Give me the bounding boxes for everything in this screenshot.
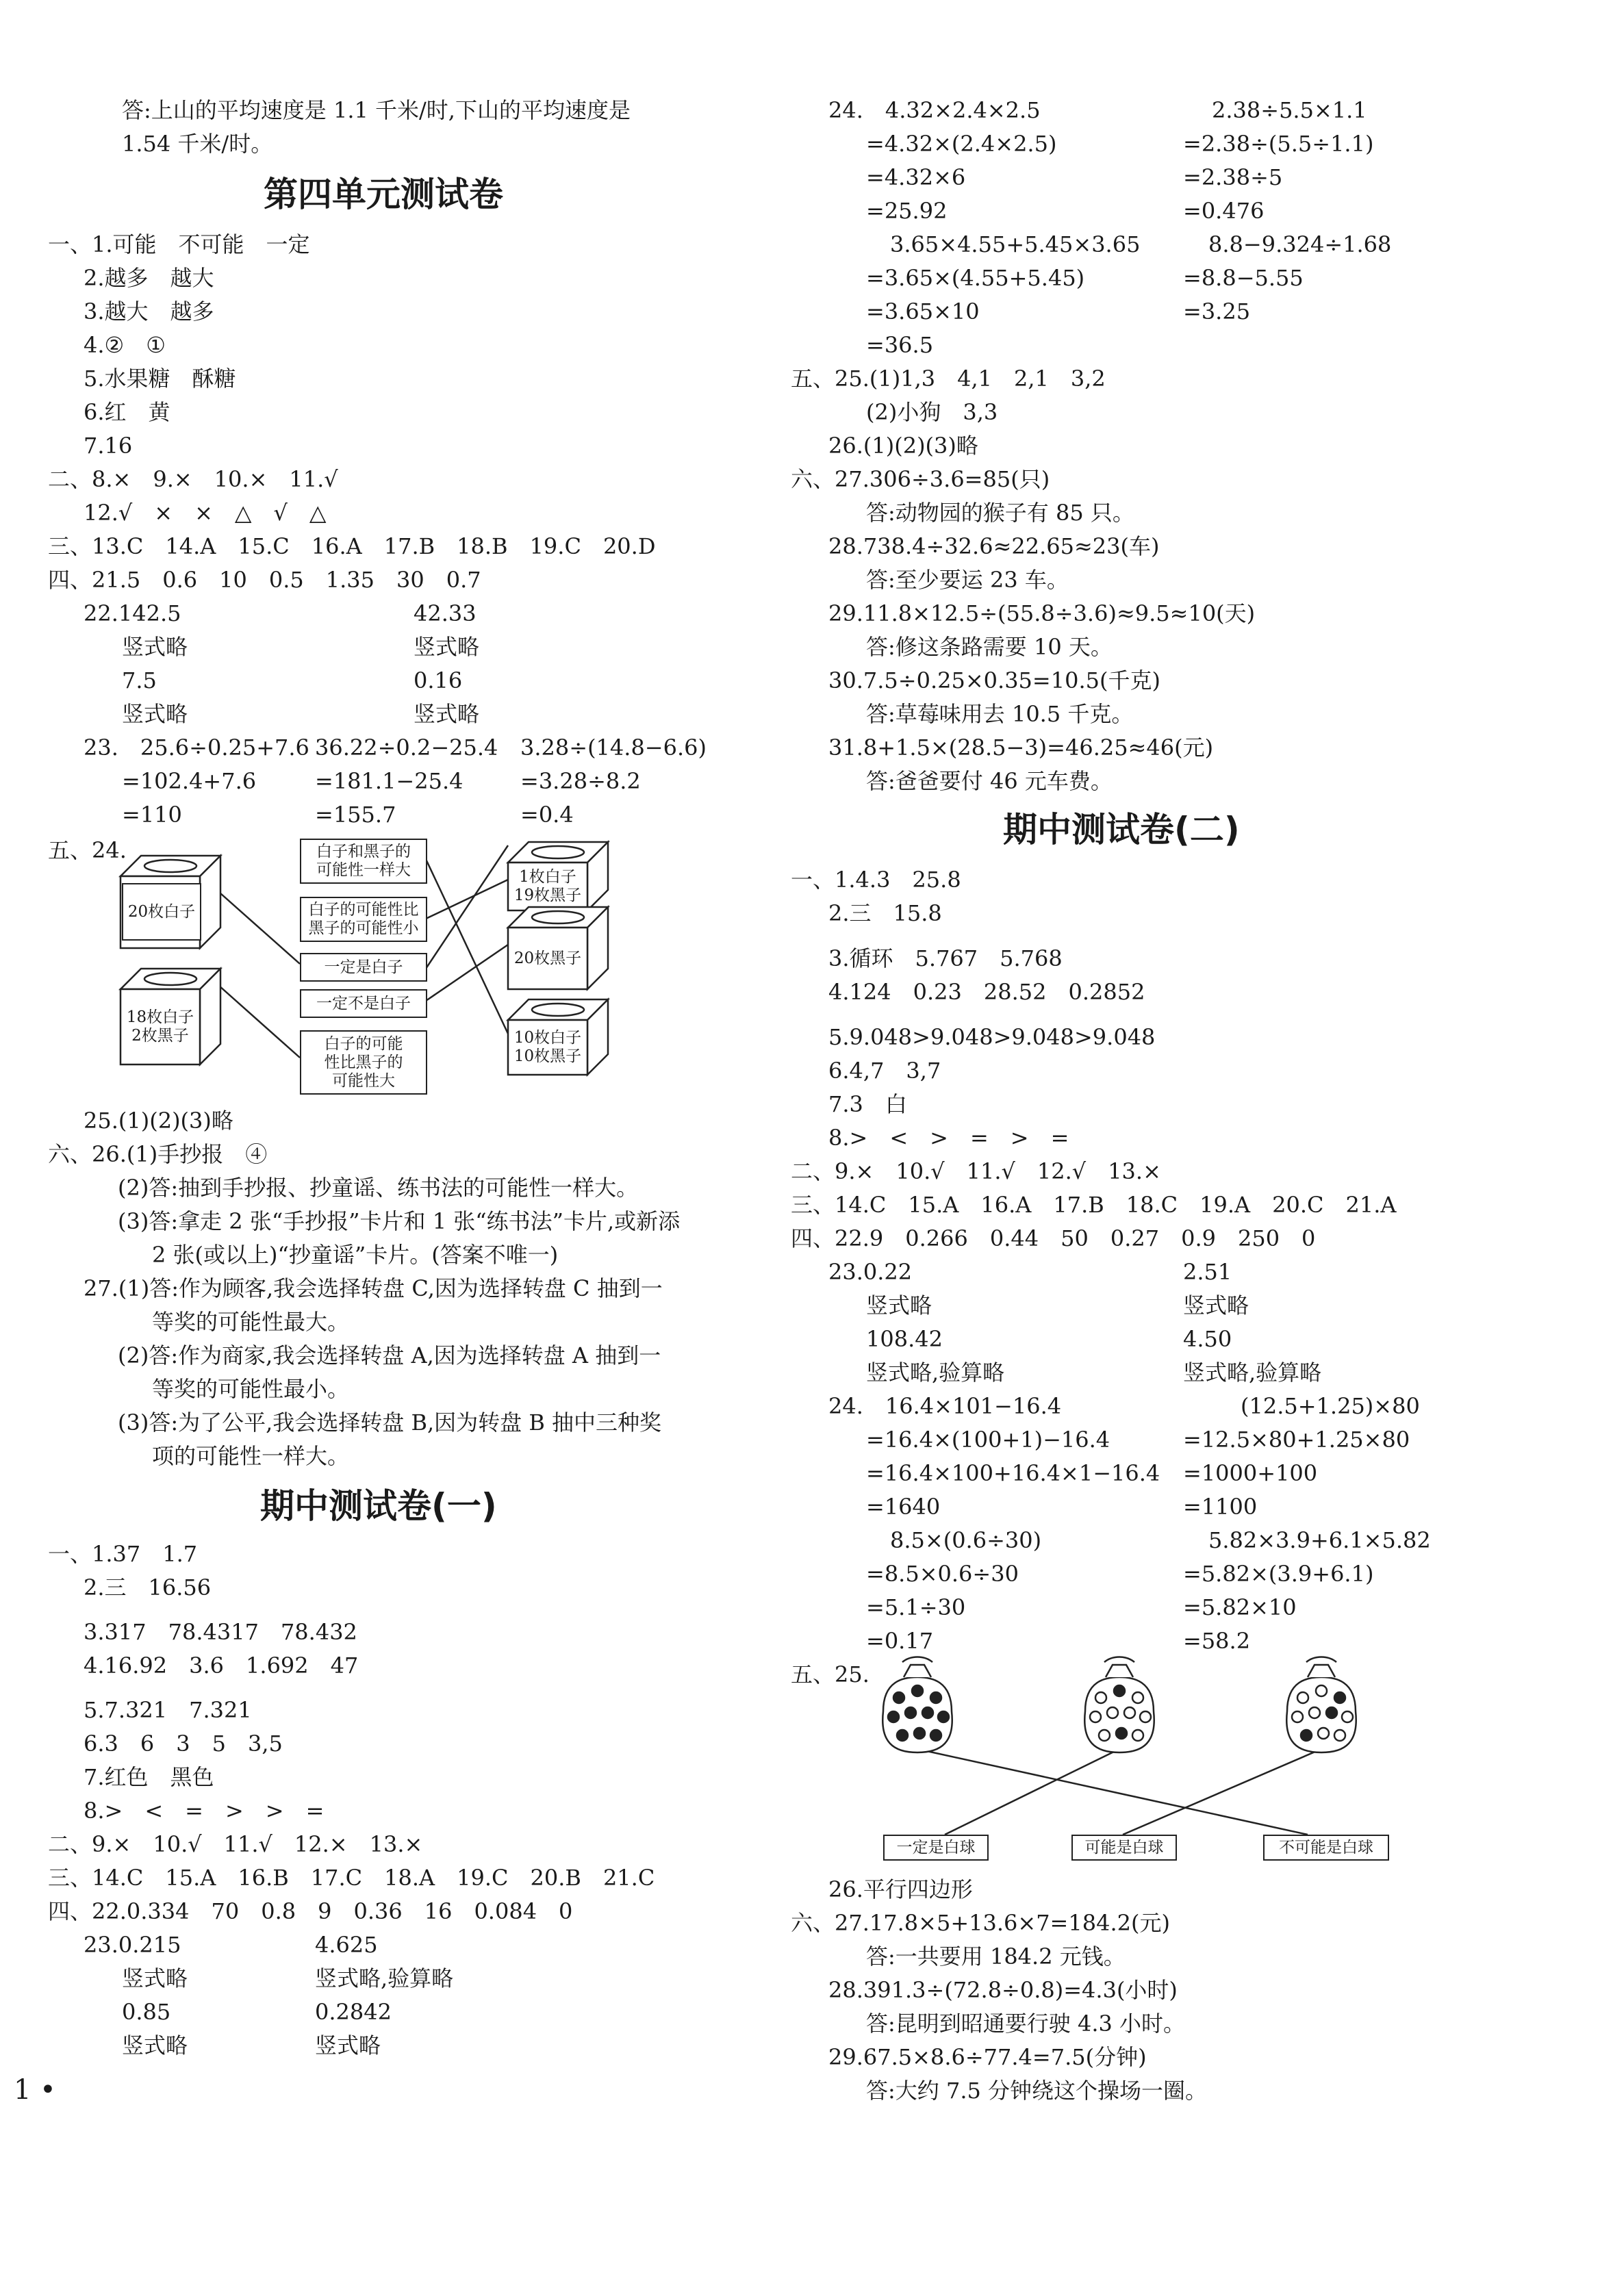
answer-line: =8.8−5.55 [1183, 265, 1304, 291]
cube-label: 20枚白子 [122, 883, 201, 941]
answer-line: 6.红 黄 [84, 399, 170, 425]
answer-line: 四、22.0.334 70 0.8 9 0.36 16 0.084 0 [48, 1898, 573, 1924]
answer-line: 竖式略,验算略 [315, 1965, 454, 1991]
answer-line: =36.5 [866, 332, 934, 358]
answer-line: 2.三 16.56 [84, 1574, 212, 1600]
answer-line: 二、8.× 9.× 10.× 11.√ [48, 466, 338, 492]
answer-line: 2.三 15.8 [828, 900, 942, 926]
answer-line: =1000+100 [1183, 1460, 1318, 1486]
probability-label: 白子的可能 性比黑子的 可能性大 [300, 1030, 427, 1095]
answer-line: 7.红色 黑色 [84, 1764, 214, 1790]
answer-line: 2 张(或以上)“抄童谣”卡片。(答案不唯一) [152, 1242, 559, 1268]
answer-line: =1100 [1183, 1494, 1258, 1520]
answer-line: 2.越多 越大 [84, 265, 214, 291]
probability-label: 一定是白子 [300, 953, 427, 982]
answer-line: =3.28÷8.2 [520, 768, 641, 794]
answer-line: 26.平行四边形 [828, 1876, 973, 1902]
answer-line: 4.16.92 3.6 1.692 47 [84, 1653, 359, 1679]
answer-line: 竖式略,验算略 [1183, 1360, 1322, 1386]
answer-line: 竖式略 [866, 1292, 932, 1318]
answer-line: 30.7.5÷0.25×0.35=10.5(千克) [828, 667, 1160, 693]
section-title: 第四单元测试卷 [264, 175, 503, 214]
answer-line: 项的可能性一样大。 [152, 1443, 350, 1469]
answer-line: 2.38÷5.5×1.1 [1212, 97, 1367, 123]
answer-line: =2.38÷5 [1183, 164, 1283, 190]
answer-line: 3.循环 5.767 5.768 [828, 945, 1063, 971]
probability-label: 白子和黑子的 可能性一样大 [300, 839, 427, 884]
answer-line: 23. 25.6÷0.25+7.6 [84, 735, 309, 761]
answer-line: 29.67.5×8.6÷77.4=7.5(分钟) [828, 2044, 1147, 2070]
answer-line: 3.317 78.4317 78.432 [84, 1619, 357, 1645]
answer-line: 答:至少要运 23 车。 [866, 567, 1069, 593]
answer-line: 等奖的可能性最大。 [152, 1309, 350, 1335]
page-number: 1 • [14, 2074, 56, 2106]
answer-line: 4.② ① [84, 332, 166, 358]
answer-line: 五、25. [791, 1661, 869, 1687]
answer-line: 3.28÷(14.8−6.6) [520, 735, 707, 761]
answer-line: 六、26.(1)手抄报 ④ [48, 1141, 268, 1167]
answer-line: 12.√ × × △ √ △ [84, 500, 327, 526]
answer-line: =8.5×0.6÷30 [866, 1561, 1019, 1587]
answer-line: =2.38÷(5.5÷1.1) [1183, 131, 1374, 157]
answer-line: 5.水果糖 酥糖 [84, 366, 236, 392]
answer-line: 二、9.× 10.√ 11.√ 12.√ 13.× [791, 1158, 1161, 1184]
ball-bag [1286, 1657, 1356, 1753]
answer-line: 竖式略,验算略 [866, 1360, 1005, 1386]
answer-line: 5.9.048>9.048>9.048>9.048 [828, 1024, 1156, 1050]
answer-line: 24. 16.4×101−16.4 [828, 1393, 1062, 1419]
probability-label: 白子的可能性比 黑子的可能性小 [300, 897, 427, 942]
answer-line: 28.391.3÷(72.8÷0.8)=4.3(小时) [828, 1977, 1178, 2003]
answer-line: =110 [122, 802, 182, 828]
answer-line: 竖式略 [315, 2032, 381, 2058]
answer-line: 25.(1)(2)(3)略 [84, 1108, 233, 1134]
answer-line: 答:草莓味用去 10.5 千克。 [866, 701, 1134, 727]
answer-line: 竖式略 [122, 634, 188, 660]
answer-line: =155.7 [315, 802, 396, 828]
answer-line: =16.4×(100+1)−16.4 [866, 1427, 1110, 1453]
answer-line: 42.33 [414, 600, 477, 626]
answer-line: =3.25 [1183, 298, 1251, 324]
answer-line: =0.4 [520, 802, 574, 828]
answer-line: 26.(1)(2)(3)略 [828, 433, 978, 459]
answer-line: 答:一共要用 184.2 元钱。 [866, 1943, 1126, 1969]
answer-line: 竖式略 [122, 2032, 188, 2058]
answer-line: =5.82×(3.9+6.1) [1183, 1561, 1374, 1587]
answer-line: 竖式略 [1183, 1292, 1249, 1318]
answer-line: 24. 4.32×2.4×2.5 [828, 97, 1041, 123]
answer-line: 4.124 0.23 28.52 0.2852 [828, 979, 1145, 1005]
answer-line: 1.54 千米/时。 [122, 131, 273, 157]
answer-line: 五、24. [48, 837, 127, 863]
answer-line: 22.142.5 [84, 600, 181, 626]
answer-line: =5.1÷30 [866, 1594, 966, 1620]
answer-line: =4.32×6 [866, 164, 966, 190]
match-line [945, 1749, 1119, 1835]
answer-line: 竖式略 [414, 701, 480, 727]
answer-line: 4.50 [1183, 1326, 1232, 1352]
answer-line: =1640 [866, 1494, 941, 1520]
answer-line: =16.4×100+16.4×1−16.4 [866, 1460, 1160, 1486]
answer-line: 23.0.215 [84, 1932, 181, 1958]
answer-line: 六、27.17.8×5+13.6×7=184.2(元) [791, 1910, 1170, 1936]
answer-line: 3.65×4.55+5.45×3.65 [890, 231, 1141, 257]
cube-label: 20枚黑子 [513, 949, 582, 967]
answer-line: 答:上山的平均速度是 1.1 千米/时,下山的平均速度是 [122, 97, 631, 123]
answer-line: =58.2 [1183, 1628, 1251, 1654]
option-box: 可能是白球 [1071, 1835, 1177, 1861]
answer-line: 31.8+1.5×(28.5−3)=46.25≈46(元) [828, 735, 1214, 761]
answer-line: =3.65×10 [866, 298, 980, 324]
match-line [917, 1749, 1308, 1835]
answer-line: (3)答:为了公平,我会选择转盘 B,因为转盘 B 抽中三种奖 [118, 1410, 662, 1436]
answer-line: 7.5 [122, 667, 157, 693]
match-line [1123, 1749, 1321, 1835]
answer-line: 108.42 [866, 1326, 943, 1352]
answer-line: =0.17 [866, 1628, 934, 1654]
answer-line: 4.625 [315, 1932, 378, 1958]
answer-line: =25.92 [866, 198, 948, 224]
option-box: 不可能是白球 [1263, 1835, 1389, 1861]
ball-bag [882, 1657, 952, 1753]
probability-label: 一定不是白子 [300, 989, 427, 1018]
option-box: 一定是白球 [883, 1835, 989, 1861]
answer-line: =5.82×10 [1183, 1594, 1297, 1620]
answer-line: 0.85 [122, 1999, 171, 2025]
section-title: 期中测试卷(一) [260, 1486, 497, 1526]
answer-line: 8.> < = > > = [84, 1798, 325, 1824]
answer-line: 6.3 6 3 5 3,5 [84, 1731, 283, 1757]
answer-line: 等奖的可能性最小。 [152, 1376, 350, 1402]
answer-line: 答:爸爸要付 46 元车费。 [866, 768, 1113, 794]
answer-line: (2)答:抽到手抄报、抄童谣、练书法的可能性一样大。 [118, 1175, 639, 1201]
answer-line: 23.0.22 [828, 1259, 913, 1285]
answer-line: 三、13.C 14.A 15.C 16.A 17.B 18.B 19.C 20.D [48, 533, 656, 559]
answer-line: 5.7.321 7.321 [84, 1697, 252, 1723]
answer-line: 28.738.4÷32.6≈22.65≈23(车) [828, 533, 1160, 559]
answer-line: 二、9.× 10.√ 11.√ 12.× 13.× [48, 1831, 423, 1857]
answer-line: 27.(1)答:作为顾客,我会选择转盘 C,因为选择转盘 C 抽到一 [84, 1275, 663, 1301]
answer-line: (12.5+1.25)×80 [1241, 1393, 1420, 1419]
answer-line: 答:动物园的猴子有 85 只。 [866, 500, 1134, 526]
answer-line: =0.476 [1183, 198, 1265, 224]
answer-line: (3)答:拿走 2 张“手抄报”卡片和 1 张“练书法”卡片,或新添 [118, 1208, 681, 1234]
answer-line: =3.65×(4.55+5.45) [866, 265, 1085, 291]
cube-label: 18枚白子 2枚黑子 [126, 1008, 194, 1045]
cube-label: 1枚白子 19枚黑子 [513, 868, 582, 904]
answer-line: 竖式略 [122, 701, 188, 727]
answer-line: 8.> < > = > = [828, 1125, 1069, 1151]
answer-line: (2)小狗 3,3 [866, 399, 998, 425]
answer-line: 竖式略 [414, 634, 480, 660]
answer-line: =102.4+7.6 [122, 768, 257, 794]
ball-bag [1084, 1657, 1154, 1753]
answer-line: =12.5×80+1.25×80 [1183, 1427, 1410, 1453]
answer-line: 五、25.(1)1,3 4,1 2,1 3,2 [791, 366, 1106, 392]
answer-line: 一、1.37 1.7 [48, 1541, 198, 1567]
answer-line: 36.22÷0.2−25.4 [315, 735, 498, 761]
cube-label: 10枚白子 10枚黑子 [513, 1029, 582, 1065]
answer-line: 3.越大 越多 [84, 298, 214, 324]
answer-line: 答:修这条路需要 10 天。 [866, 634, 1113, 660]
answer-line: 8.8−9.324÷1.68 [1208, 231, 1392, 257]
answer-line: 2.51 [1183, 1259, 1232, 1285]
answer-line: 答:大约 7.5 分钟绕这个操场一圈。 [866, 2078, 1208, 2104]
answer-line: =181.1−25.4 [315, 768, 463, 794]
answer-line: 六、27.306÷3.6=85(只) [791, 466, 1050, 492]
answer-line: 三、14.C 15.A 16.A 17.B 18.C 19.A 20.C 21.A [791, 1192, 1397, 1218]
answer-line: 四、22.9 0.266 0.44 50 0.27 0.9 250 0 [791, 1225, 1316, 1251]
answer-line: 5.82×3.9+6.1×5.82 [1208, 1527, 1431, 1553]
answer-line: 29.11.8×12.5÷(55.8÷3.6)≈9.5≈10(天) [828, 600, 1256, 626]
answer-line: 一、1.4.3 25.8 [791, 867, 961, 893]
answer-line: 四、21.5 0.6 10 0.5 1.35 30 0.7 [48, 567, 481, 593]
answer-line: 答:昆明到昭通要行驶 4.3 小时。 [866, 2011, 1186, 2037]
section-title: 期中测试卷(二) [1003, 810, 1240, 850]
answer-line: 0.2842 [315, 1999, 392, 2025]
answer-line: 8.5×(0.6÷30) [890, 1527, 1042, 1553]
answer-line: 一、1.可能 不可能 一定 [48, 231, 310, 257]
answer-line: 6.4,7 3,7 [828, 1058, 941, 1084]
answer-line: 竖式略 [122, 1965, 188, 1991]
answer-line: 7.16 [84, 433, 133, 459]
answer-line: 三、14.C 15.A 16.B 17.C 18.A 19.C 20.B 21.C [48, 1865, 655, 1891]
answer-line: 7.3 白 [828, 1091, 907, 1117]
answer-line: =4.32×(2.4×2.5) [866, 131, 1057, 157]
answer-line: 0.16 [414, 667, 463, 693]
answer-line: (2)答:作为商家,我会选择转盘 A,因为选择转盘 A 抽到一 [118, 1342, 661, 1368]
